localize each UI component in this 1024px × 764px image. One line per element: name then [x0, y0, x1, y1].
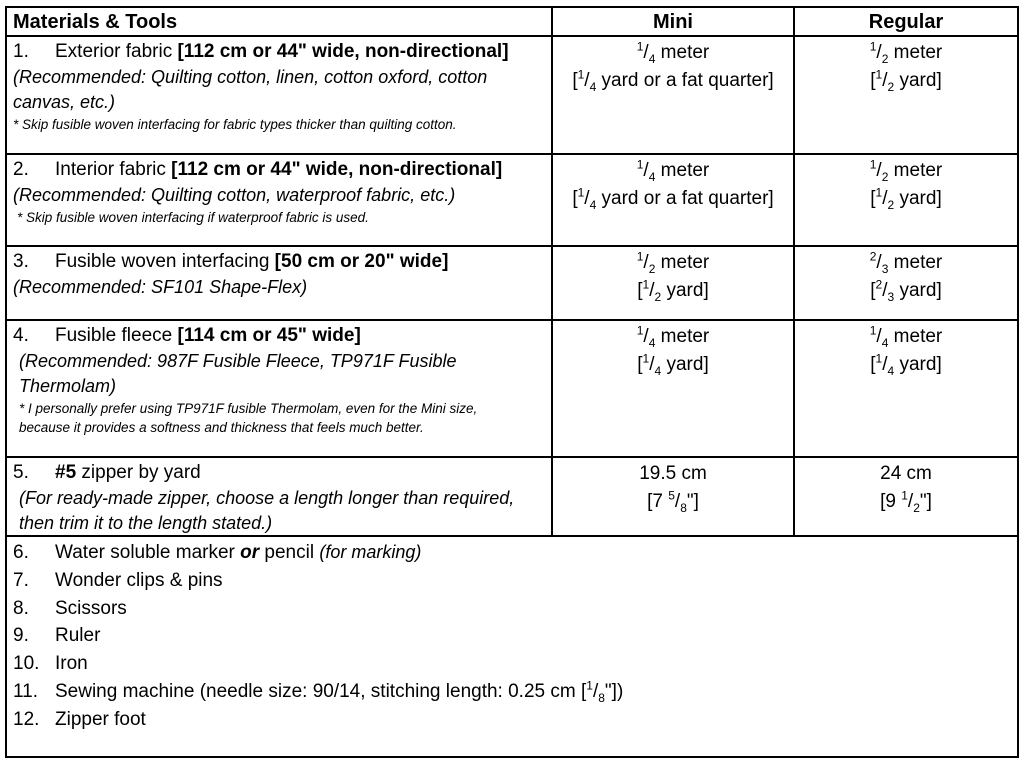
tools-list	[7, 537, 1017, 734]
quantity-imperial: [9 $^1/_2$"]	[880, 488, 932, 515]
quantity-metric: $^1/_2$ meter	[636, 249, 710, 276]
table-row	[7, 321, 1017, 458]
mini-quantity-cell	[553, 321, 795, 456]
row-number: 10.	[13, 653, 40, 675]
mini-quantity-cell	[553, 247, 795, 319]
list-item: 11. Sewing machine (needle size: 90/14, stitching length: 0.25 cm $[^1/_8"]$)	[13, 678, 624, 705]
material-spec: [50 cm or 20" wide]	[274, 251, 449, 272]
regular-quantity-cell	[795, 155, 1017, 245]
list-item: 9. Ruler	[13, 622, 1017, 650]
material-name: zipper by yard	[76, 462, 201, 483]
note: because it provides a softness and thickness that feels much better.	[19, 420, 424, 435]
material-cell	[7, 155, 553, 245]
header-regular	[795, 8, 1017, 35]
list-item: 6. Water soluble marker or pencil (for marking)	[13, 539, 1017, 567]
table-header-row	[7, 8, 1017, 37]
table-row	[7, 458, 1017, 537]
regular-quantity-cell	[795, 458, 1017, 535]
quantity-imperial: [$^2/_3$ yard]	[870, 277, 942, 304]
material-name: Fusible fleece	[55, 325, 178, 346]
header-label: Regular	[868, 11, 944, 33]
list-item: 7. Wonder clips & pins	[13, 567, 1017, 595]
quantity-metric: $^1/_2$ meter	[869, 157, 943, 184]
regular-quantity-cell	[795, 37, 1017, 153]
quantity-metric: $^1/_4$ meter	[869, 323, 943, 350]
row-number: 3.	[13, 251, 29, 272]
recommendation: then trim it to the length stated.)	[19, 513, 273, 533]
quantity-imperial: [$^1/_2$ yard]	[870, 185, 942, 212]
quantity-imperial: [$^1/_2$ yard]	[637, 277, 709, 304]
table-row	[7, 37, 1017, 155]
table-row	[7, 247, 1017, 321]
material-name: Fusible woven interfacing	[55, 251, 275, 272]
row-number: 7.	[13, 569, 29, 591]
recommendation: (Recommended: Quilting cotton, waterproof fabric, etc.)	[13, 185, 456, 205]
row-number: 5.	[13, 462, 29, 483]
mini-quantity-cell	[553, 458, 795, 535]
recommendation: Thermolam)	[19, 376, 117, 396]
table-row	[7, 155, 1017, 247]
note: * I personally prefer using TP971F fusible Thermolam, even for the Mini size,	[19, 401, 478, 416]
quantity-imperial: [$^1/_2$ yard]	[870, 67, 942, 94]
material-name: Exterior fabric	[55, 41, 178, 62]
quantity-imperial: [$^1/_4$ yard]	[637, 351, 709, 378]
row-number: 6.	[13, 542, 29, 563]
material-cell	[7, 247, 553, 319]
recommendation: (Recommended: Quilting cotton, linen, cotton oxford, cotton	[13, 67, 488, 87]
row-number: 12.	[13, 708, 40, 730]
quantity-metric: $^1/_2$ meter	[869, 39, 943, 66]
header-materials-tools	[7, 8, 553, 35]
row-number: 8.	[13, 597, 29, 619]
list-item: 12. Zipper foot	[13, 706, 1017, 734]
quantity-metric: $^1/_4$ meter	[636, 39, 710, 66]
quantity-metric: $^1/_4$ meter	[636, 157, 710, 184]
quantity-metric: $^1/_4$ meter	[636, 323, 710, 350]
note: * Skip fusible woven interfacing if waterproof fabric is used.	[17, 210, 369, 225]
recommendation: (Recommended: SF101 Shape-Flex)	[13, 277, 308, 297]
material-cell	[7, 458, 553, 535]
note: * Skip fusible woven interfacing for fabric types thicker than quilting cotton.	[13, 117, 457, 132]
zipper-size: #5	[55, 462, 77, 483]
quantity-imperial: [$^1/_4$ yard]	[870, 351, 942, 378]
quantity-metric: 19.5 cm	[639, 463, 707, 484]
row-number: 11.	[13, 680, 39, 702]
material-cell	[7, 37, 553, 153]
recommendation: (For ready-made zipper, choose a length longer than required,	[19, 488, 515, 508]
material-name: Interior fabric	[55, 159, 172, 180]
quantity-imperial: [$^1/_4$ yard or a fat quarter]	[572, 185, 774, 212]
list-item: 10. Iron	[13, 650, 1017, 678]
recommendation: canvas, etc.)	[13, 92, 116, 112]
materials-table	[5, 6, 1019, 758]
quantity-metric: 24 cm	[880, 463, 932, 484]
header-mini	[553, 8, 795, 35]
regular-quantity-cell	[795, 247, 1017, 319]
regular-quantity-cell	[795, 321, 1017, 456]
row-number: 9.	[13, 625, 29, 647]
material-spec: [112 cm or 44" wide, non-directional]	[171, 159, 503, 180]
material-spec: [112 cm or 44" wide, non-directional]	[177, 41, 509, 62]
quantity-imperial: [$^1/_4$ yard or a fat quarter]	[572, 67, 774, 94]
mini-quantity-cell	[553, 155, 795, 245]
header-label: Mini	[653, 11, 693, 33]
mini-quantity-cell	[553, 37, 795, 153]
header-label: Materials & Tools	[13, 11, 178, 33]
quantity-imperial: [7 $^5/_8$"]	[647, 488, 699, 515]
row-number: 4.	[13, 325, 29, 346]
recommendation: (Recommended: 987F Fusible Fleece, TP971F Fusible	[19, 351, 457, 371]
quantity-metric: $^2/_3$ meter	[869, 249, 943, 276]
row-number: 2.	[13, 159, 29, 180]
row-number: 1.	[13, 41, 29, 62]
list-item: 8. Scissors	[13, 595, 1017, 623]
material-cell	[7, 321, 553, 456]
material-spec: [114 cm or 45" wide]	[177, 325, 361, 346]
